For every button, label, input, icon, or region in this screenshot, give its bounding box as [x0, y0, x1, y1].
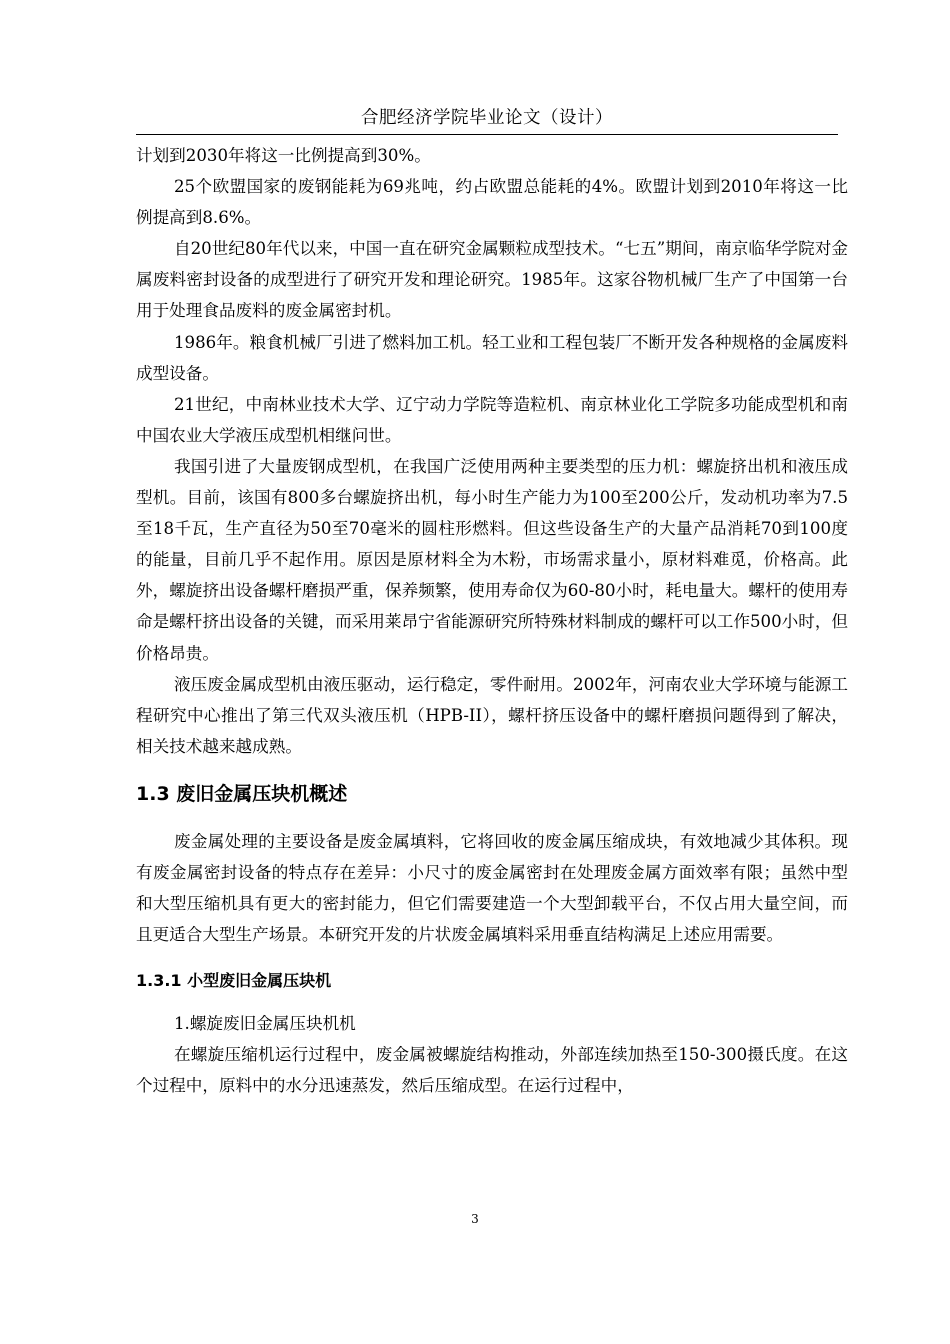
paragraph-press-types: 我国引进了大量废钢成型机，在我国广泛使用两种主要类型的压力机：螺旋挤出机和液压成型机。目前，该国有800多台螺旋挤出机，每小时生产能力为100至200公斤，发动机功率为7.5至18千瓦，生产直径为50至70毫米的圆柱形燃料。但这些设备生产的大量产品消耗70到100度的能量，目前几乎不起作用。原因是原材料全为木粉，市场需求量小，原材料难觅，价格高。此外，螺旋挤出设备螺杆磨损严重，保养频繁，使用寿命仅为60-80小时，耗电量大。螺杆的使用寿命是螺杆挤出设备的关键，而采用莱昂宁省能源研究所特殊材料制成的螺杆可以工作500小时，但价格昂贵。: [136, 456, 849, 663]
section-heading: 1.3 废旧金属压块机概述: [136, 782, 348, 805]
paragraph-eu-energy: 25个欧盟国家的废钢能耗为69兆吨，约占欧盟总能耗的4%。欧盟计划到2010年将这一比例提高到8.6%。: [136, 177, 848, 228]
paragraph-continuation: 计划到2030年将这一比例提高到30%。: [136, 146, 431, 165]
subsection-heading: 1.3.1 小型废旧金属压块机: [136, 971, 332, 991]
page-number: 3: [471, 1212, 479, 1226]
paragraph-hydraulic: 液压废金属成型机由液压驱动，运行稳定，零件耐用。2002年，河南农业大学环境与能源工程研究中心推出了第三代双头液压机（HPB-II），螺杆挤压设备中的螺杆磨损问题得到了解决，相关技术越来越成熟。: [136, 674, 848, 756]
paragraph-china-history: 自20世纪80年代以来，中国一直在研究金属颗粒成型技术。“七五”期间，南京临华学院对金属废料密封设备的成型进行了研究开发和理论研究。1985年。这家谷物机械厂生产了中国第一台用于处理食品废料的废金属密封机。: [136, 239, 848, 321]
list-item-label: 1.螺旋废旧金属压块机机: [174, 1014, 356, 1034]
paragraph-screw-press: 在螺旋压缩机运行过程中，废金属被螺旋结构推动，外部连续加热至150-300摄氏度。在这个过程中，原料中的水分迅速蒸发，然后压缩成型。在运行过程中，: [136, 1045, 848, 1096]
running-header: 合肥经济学院毕业论文（设计）: [136, 104, 838, 135]
paragraph-21st-century: 21世纪，中南林业技术大学、辽宁动力学院等造粒机、南京林业化工学院多功能成型机和南中国农业大学液压成型机相继问世。: [136, 394, 848, 445]
paragraph-1986: 1986年。粮食机械厂引进了燃料加工机。轻工业和工程包装厂不断开发各种规格的金属废料成型设备。: [136, 332, 848, 383]
body-content: [136, 140, 848, 1102]
paragraph-overview: 废金属处理的主要设备是废金属填料，它将回收的废金属压缩成块，有效地减少其体积。现有废金属密封设备的特点存在差异：小尺寸的废金属密封在处理废金属方面效率有限；虽然中型和大型压缩机具有更大的密封能力，但它们需要建造一个大型卸载平台，不仅占用大量空间，而且更适合大型生产场景。本研究开发的片状废金属填料采用垂直结构满足上述应用需要。: [136, 831, 848, 945]
